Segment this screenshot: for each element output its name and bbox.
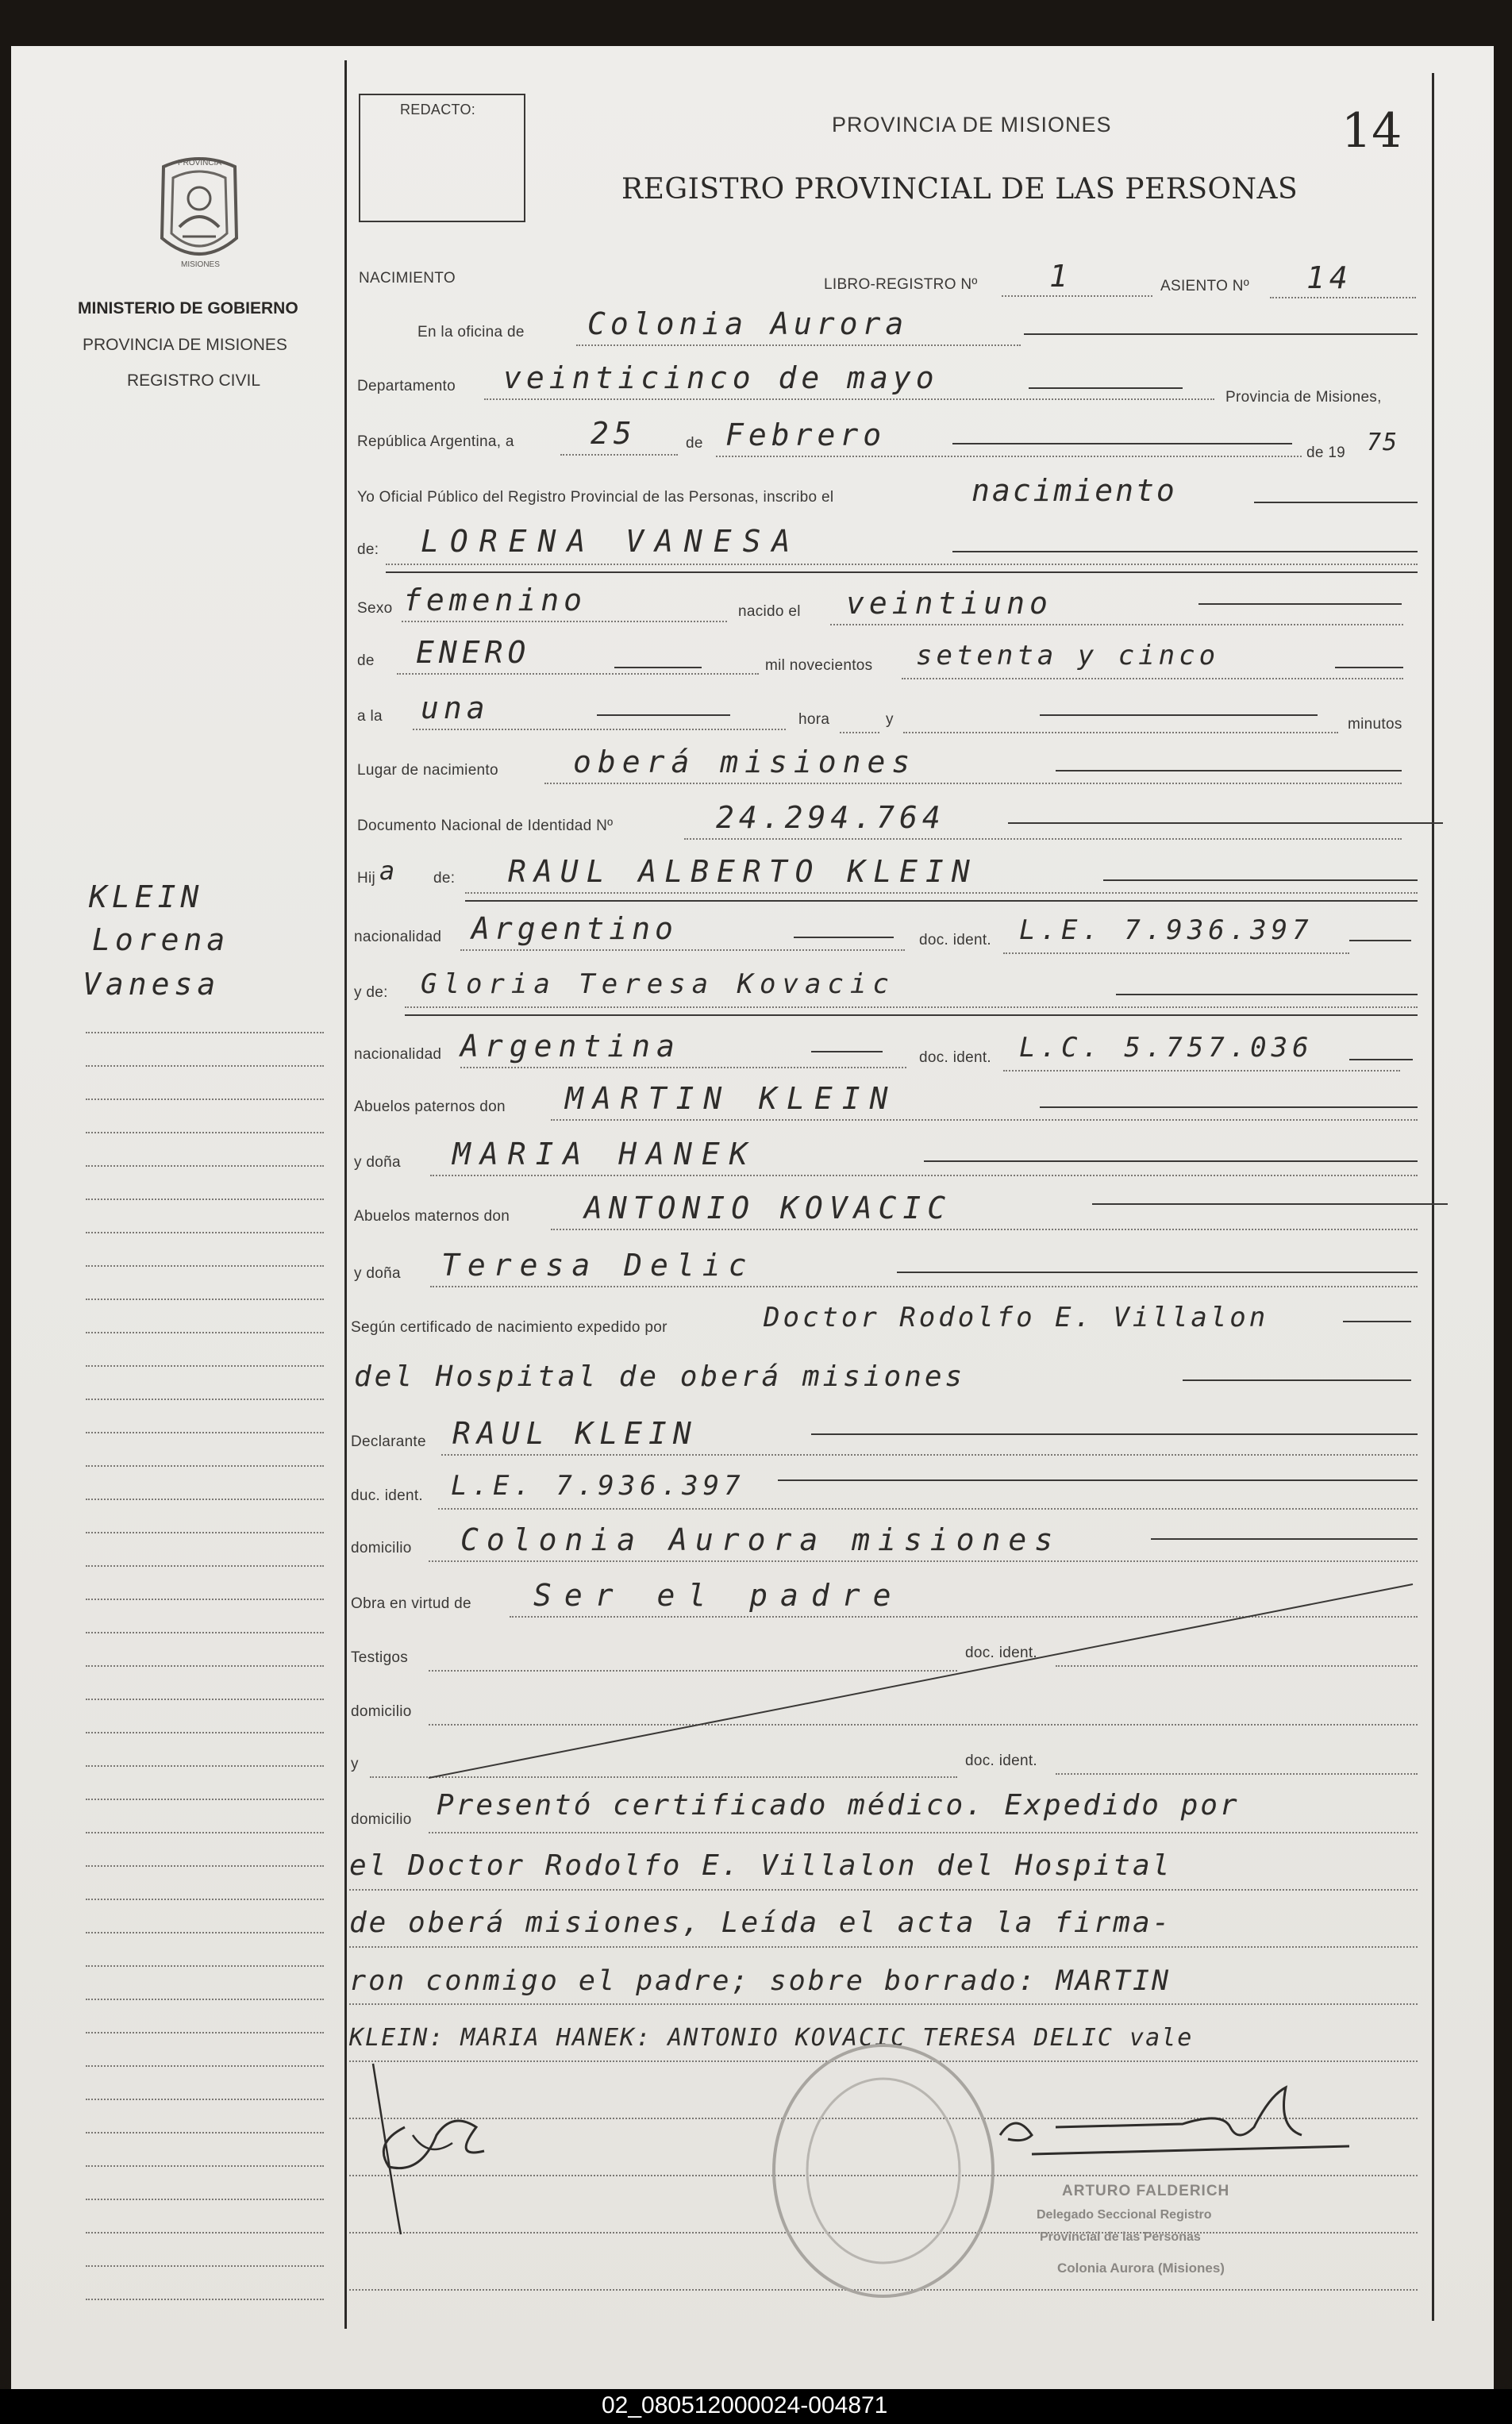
sidebar-ruled-line — [86, 1465, 324, 1467]
nacido-label: nacido el — [738, 603, 801, 620]
hija-suffix: a — [379, 856, 400, 886]
ala-value: una — [421, 691, 490, 725]
sidebar-ruled-line — [86, 1832, 324, 1833]
oficial-label: Yo Oficial Público del Registro Provincial de las Personas, inscribo el — [357, 489, 834, 506]
nacionalidad-madre-label: nacionalidad — [354, 1046, 442, 1063]
year-prefix: de 19 — [1306, 444, 1346, 461]
sidebar-ruled-line — [86, 1599, 324, 1600]
margin-surname: KLEIN — [89, 879, 204, 914]
sidebar-ruled-line — [86, 1999, 324, 2000]
sidebar-ruled-line — [86, 1432, 324, 1433]
note-line-3: de oberá misiones, Leída el acta la firma- — [349, 1906, 1172, 1939]
official-signature — [984, 2080, 1365, 2167]
left-form-border — [344, 60, 347, 2329]
hija-prefix: Hij — [357, 870, 376, 887]
padre-value: RAUL ALBERTO KLEIN — [508, 854, 978, 889]
lugar-value: oberá misiones — [573, 745, 917, 779]
stamp-line-1: ARTURO FALDERICH — [1062, 2183, 1230, 2199]
sidebar-ruled-line — [86, 1399, 324, 1400]
nacido-value: veintiuno — [846, 586, 1052, 621]
sidebar-ruled-line — [86, 2065, 324, 2067]
minutos-label: minutos — [1348, 716, 1402, 733]
nac-madre-value: Argentina — [460, 1029, 681, 1064]
obra-value: Ser el padre — [533, 1578, 904, 1613]
sidebar-ruled-line — [86, 2132, 324, 2134]
sidebar-ruled-line — [86, 1499, 324, 1500]
ministry-label: MINISTERIO DE GOBIERNO — [78, 299, 298, 317]
hija-de-label: de: — [433, 870, 456, 887]
sidebar-ruled-line — [86, 2199, 324, 2200]
sidebar-ruled-line — [86, 2032, 324, 2033]
sidebar-ruled-line — [86, 2265, 324, 2267]
scan-id: 02_080512000024-004871 — [602, 2392, 888, 2418]
sidebar-ruled-line — [86, 1232, 324, 1233]
obra-label: Obra en virtud de — [351, 1595, 471, 1612]
ydona-mat-label: y doña — [354, 1265, 401, 1282]
departamento-value: veinticinco de mayo — [503, 360, 939, 395]
sidebar-ruled-line — [86, 1632, 324, 1633]
oficina-value: Colonia Aurora — [587, 306, 909, 341]
stamp-line-4: Colonia Aurora (Misiones) — [1057, 2260, 1225, 2276]
sidebar-ruled-line — [86, 1899, 324, 1900]
sidebar-ruled-line — [86, 1165, 324, 1167]
sidebar-ruled-line — [86, 1098, 324, 1100]
certificado-line2: del Hospital de oberá misiones — [354, 1360, 966, 1393]
domicilio3-label: domicilio — [351, 1811, 412, 1828]
sidebar-ruled-line — [86, 1332, 324, 1333]
certificado-value: Doctor Rodolfo E. Villalon — [764, 1302, 1269, 1333]
departamento-label: Departamento — [357, 378, 456, 394]
oficina-label: En la oficina de — [417, 324, 525, 341]
dia-value: 25 — [591, 416, 637, 451]
nacimiento-label: NACIMIENTO — [359, 270, 456, 287]
declarante-label: Declarante — [351, 1433, 426, 1450]
note-line-5: KLEIN: MARIA HANEK: ANTONIO KOVACIC TERESA DELIC vale — [349, 2024, 1194, 2052]
seal-top-text: PROVINCIA — [178, 159, 222, 167]
mes-value: Febrero — [725, 417, 887, 452]
ala-label: a la — [357, 708, 383, 725]
note-line-4: ron conmigo el padre; sobre borrado: MARTIN — [349, 1965, 1172, 1997]
nacido-mes-value: ENERO — [416, 635, 531, 670]
note-line-1: Presentó certificado médico. Expedido por — [437, 1789, 1240, 1822]
sidebar-ruled-line — [86, 2165, 324, 2167]
de-nombre-label: de: — [357, 541, 379, 558]
sidebar-ruled-line — [86, 1199, 324, 1200]
lugar-label: Lugar de nacimiento — [357, 762, 498, 779]
nacionalidad-padre-label: nacionalidad — [354, 929, 442, 945]
sidebar-province-label: PROVINCIA DE MISIONES — [83, 336, 287, 354]
mil-value: setenta y cinco — [916, 640, 1220, 671]
stamp-line-3: Provincial de las Personas — [1040, 2230, 1201, 2244]
note-line-2: el Doctor Rodolfo E. Villalon del Hospital — [349, 1849, 1172, 1882]
ydona-pat-label: y doña — [354, 1154, 401, 1171]
sidebar-ruled-line — [86, 1032, 324, 1033]
libro-value: 1 — [1049, 259, 1072, 294]
province-title: PROVINCIA DE MISIONES — [832, 113, 1112, 137]
official-stamp — [768, 2040, 998, 2302]
sidebar-ruled-line — [86, 1565, 324, 1567]
domicilio-label: domicilio — [351, 1540, 412, 1556]
abuelo-pat-value: MARTIN KLEIN — [565, 1081, 898, 1116]
sidebar-ruled-line — [86, 1665, 324, 1667]
year-value: 75 — [1367, 429, 1399, 456]
sidebar-ruled-line — [86, 1965, 324, 1967]
yde-label: y de: — [354, 984, 388, 1001]
domicilio-value: Colonia Aurora misiones — [460, 1522, 1061, 1557]
y2-label: y — [351, 1756, 359, 1772]
nac-padre-value: Argentino — [471, 911, 678, 946]
sidebar-ruled-line — [86, 1065, 324, 1067]
seal-emblem — [148, 151, 251, 278]
dni-label: Documento Nacional de Identidad Nº — [357, 818, 614, 834]
madre-value: Gloria Teresa Kovacic — [421, 968, 895, 1000]
provincia-label: Provincia de Misiones, — [1225, 389, 1382, 406]
sidebar-ruled-line — [86, 1865, 324, 1867]
abuelos-pat-label: Abuelos paternos don — [354, 1098, 506, 1115]
stamp-line-2: Delegado Seccional Registro — [1037, 2208, 1212, 2222]
redacto-label: REDACTO: — [400, 102, 476, 117]
abuelo-mat-value: ANTONIO KOVACIC — [584, 1191, 952, 1225]
sidebar-ruled-line — [86, 1932, 324, 1933]
page-number: 14 — [1341, 103, 1402, 159]
sidebar-ruled-line — [86, 2232, 324, 2234]
doc-madre-label: doc. ident. — [919, 1049, 991, 1066]
testigos-label: Testigos — [351, 1649, 409, 1666]
certificado-label: Según certificado de nacimiento expedido por — [351, 1319, 668, 1336]
asiento-label: ASIENTO Nº — [1160, 278, 1249, 294]
sidebar-ruled-line — [86, 1265, 324, 1267]
mil-label: mil novecientos — [765, 657, 873, 674]
testigos-doc-label: doc. ident. — [965, 1645, 1037, 1661]
declarante-value: RAUL KLEIN — [452, 1416, 698, 1451]
libro-label: LIBRO-REGISTRO Nº — [824, 276, 978, 293]
sidebar-civil-label: REGISTRO CIVIL — [127, 371, 261, 390]
abuela-mat-value: Teresa Delic — [441, 1248, 755, 1283]
abuela-pat-value: MARIA HANEK — [452, 1137, 757, 1172]
republica-label: República Argentina, a — [357, 433, 514, 450]
sidebar-ruled-line — [86, 1365, 324, 1367]
cancel-stroke — [429, 1579, 1421, 1786]
registry-title: REGISTRO PROVINCIAL DE LAS PERSONAS — [621, 173, 1298, 206]
sidebar-ruled-line — [86, 2299, 324, 2300]
declarant-signature — [357, 2056, 516, 2238]
y2-doc-label: doc. ident. — [965, 1753, 1037, 1769]
margin-first-name: Lorena — [92, 922, 230, 957]
sidebar-ruled-line — [86, 1765, 324, 1767]
seal-bottom-text: MISIONES — [181, 260, 220, 269]
de-mes-label: de — [357, 652, 375, 669]
sidebar-ruled-line — [86, 2099, 324, 2100]
asiento-value: 14 — [1306, 260, 1352, 295]
doc-madre-value: L.C. 5.757.036 — [1019, 1032, 1314, 1064]
hora-label: hora — [798, 711, 830, 728]
duc-value: L.E. 7.936.397 — [451, 1470, 745, 1502]
de-label: de — [686, 435, 703, 452]
sidebar-ruled-line — [86, 1799, 324, 1800]
domicilio2-label: domicilio — [351, 1703, 412, 1720]
doc-padre-value: L.E. 7.936.397 — [1019, 914, 1314, 946]
sidebar-ruled-line — [86, 1532, 324, 1533]
sidebar-ruled-line — [86, 1699, 324, 1700]
sidebar-ruled-line — [86, 1732, 324, 1733]
nombre-value: LORENA VANESA — [421, 524, 802, 559]
sidebar-ruled-line — [86, 1132, 324, 1133]
sexo-label: Sexo — [357, 600, 393, 617]
margin-second-name: Vanesa — [83, 967, 221, 1002]
sidebar-ruled-line — [86, 1299, 324, 1300]
duc-label: duc. ident. — [351, 1487, 423, 1504]
y-label: y — [886, 711, 894, 728]
oficial-value: nacimiento — [971, 473, 1177, 508]
sexo-value: femenino — [403, 583, 587, 618]
doc-padre-label: doc. ident. — [919, 932, 991, 948]
right-form-border — [1432, 73, 1434, 2321]
dni-value: 24.294.764 — [716, 800, 945, 835]
abuelos-mat-label: Abuelos maternos don — [354, 1208, 510, 1225]
